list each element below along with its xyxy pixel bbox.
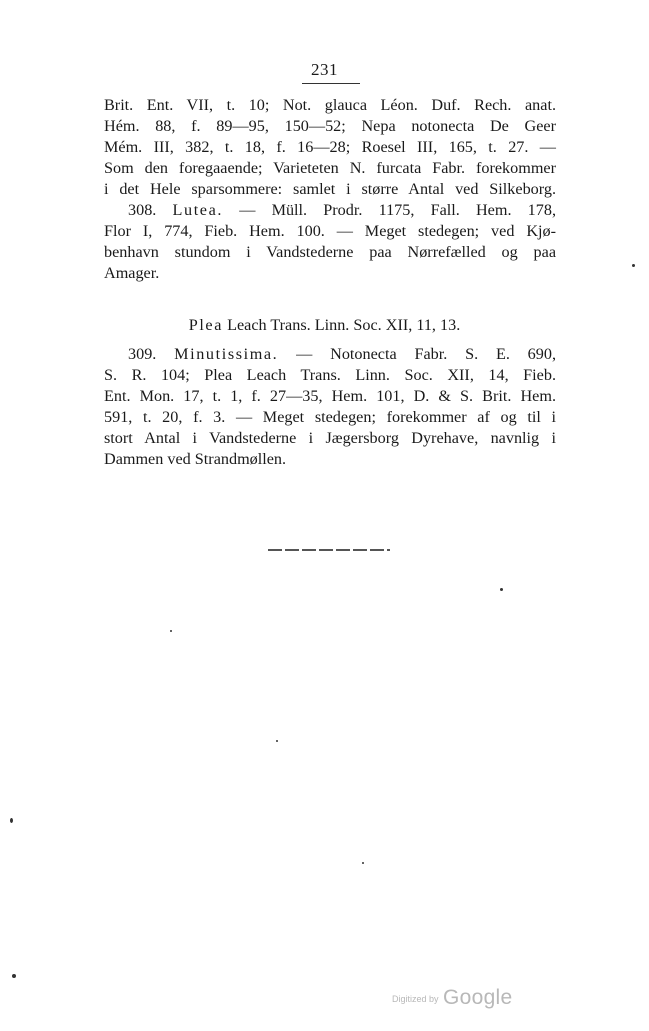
genus-citation: Leach Trans. Linn. Soc. XII, 11, 13. — [227, 316, 461, 334]
entry-number: 309. — [128, 345, 157, 363]
scan-speck — [500, 588, 503, 591]
entry-number: 308. — [128, 201, 157, 219]
paragraph-continuation — [104, 95, 556, 200]
text-line: Mém. III, 382, t. 18, f. 16—28; Roesel III, 165, t. 27. — — [104, 137, 556, 156]
entry-text: — Notonecta Fabr. S. E. 690, — [296, 345, 557, 363]
scan-speck — [12, 974, 16, 978]
species-name: Lutea. — [172, 201, 224, 219]
text-line: Ent. Mon. 17, t. 1, f. 27—35, Hem. 101, D. & S. Brit. Hem. — [104, 386, 556, 405]
digitized-watermark — [392, 986, 513, 1010]
section-end-rule — [268, 549, 390, 551]
page-number: 231 — [311, 60, 338, 79]
text-line: Amager. — [104, 263, 160, 282]
scan-speck — [10, 818, 13, 823]
entry-308 — [104, 200, 556, 284]
entry-text: — Müll. Prodr. 1175, Fall. Hem. 178, — [239, 201, 557, 219]
watermark-prefix: Digitized by — [392, 994, 439, 1004]
genus-heading — [0, 315, 649, 336]
entry-309 — [104, 344, 556, 469]
text-line: Dammen ved Strandmøllen. — [104, 449, 287, 468]
species-name: Minutissima. — [174, 345, 279, 363]
scan-speck — [632, 264, 635, 267]
entry-first-line — [104, 200, 556, 221]
text-line: benhavn stundom i Vandstederne paa Nørrefælled og paa — [104, 242, 556, 261]
page-number-underline — [302, 83, 360, 84]
google-logo: Google — [442, 986, 513, 1009]
text-line: Hém. 88, f. 89—95, 150—52; Nepa notonecta De Geer — [104, 116, 556, 135]
text-line: Som den foregaaende; Varieteten N. furcata Fabr. forekommer — [104, 158, 556, 177]
text-line: S. R. 104; Plea Leach Trans. Linn. Soc. XII, 14, Fieb. — [104, 365, 556, 384]
scan-speck — [362, 862, 364, 864]
text-line: Brit. Ent. VII, t. 10; Not. glauca Léon. Duf. Rech. anat. — [104, 96, 556, 114]
text-line: i det Hele sparsommere: samlet i større Antal ved Silkeborg. — [104, 179, 556, 198]
text-line: stort Antal i Vandstederne i Jægersborg Dyrehave, navnlig i — [104, 428, 556, 447]
entry-first-line — [104, 344, 556, 365]
scan-speck — [276, 740, 278, 742]
text-line: Flor I, 774, Fieb. Hem. 100. — Meget stedegen; ved Kjø- — [104, 221, 556, 240]
text-line: 591, t. 20, f. 3. — Meget stedegen; forekommer af og til i — [104, 407, 556, 426]
scan-speck — [170, 630, 172, 632]
genus-name: Plea — [188, 316, 224, 334]
